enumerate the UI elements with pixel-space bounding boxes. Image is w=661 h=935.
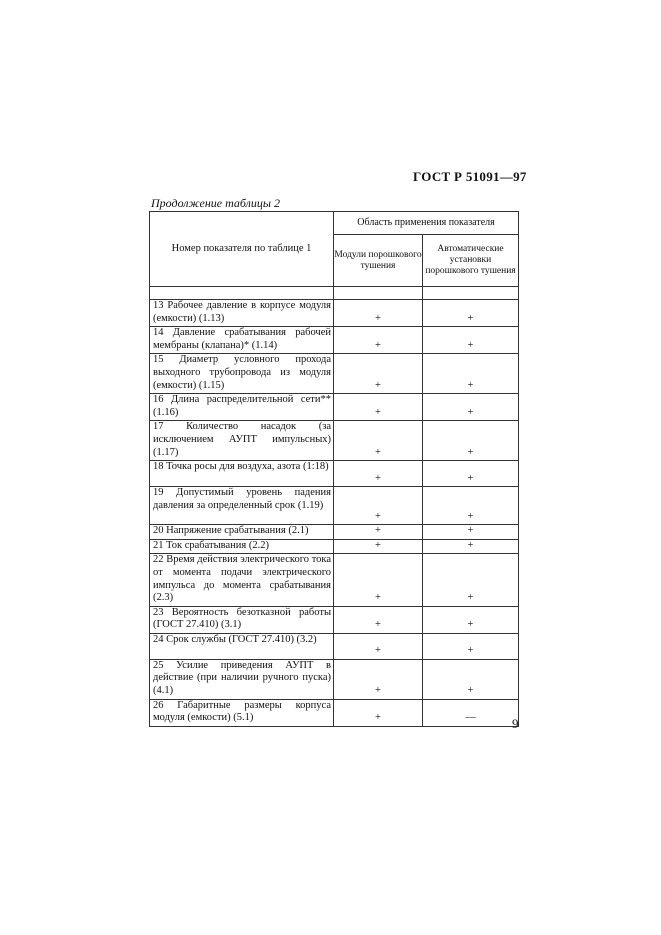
indicator-name: 19 Допустимый уровень падения давления за определенный срок (1.19) xyxy=(150,487,334,525)
indicator-name: 20 Напряжение срабатывания (2.1) xyxy=(150,525,334,540)
indicator-name: 16 Длина распределительной сети** (1.16) xyxy=(150,394,334,421)
installations-applicability: + xyxy=(423,487,519,525)
installations-applicability: + xyxy=(423,554,519,606)
col-modules-header: Модули порошкового тушения xyxy=(334,235,423,287)
indicator-name: 18 Точка росы для воздуха, азота (1:18) xyxy=(150,461,334,487)
table-row xyxy=(150,659,519,699)
table-row xyxy=(150,606,519,633)
modules-applicability: + xyxy=(334,539,423,554)
indicator-name: 24 Срок службы (ГОСТ 27.410) (3.2) xyxy=(150,633,334,659)
indicator-name: 26 Габаритные размеры корпуса модуля (емкости) (5.1) xyxy=(150,699,334,726)
table-row xyxy=(150,487,519,525)
indicator-name: 17 Количество насадок (за исключением АУПТ импульсных) (1.17) xyxy=(150,421,334,461)
modules-applicability: + xyxy=(334,421,423,461)
table-row xyxy=(150,699,519,726)
modules-applicability: + xyxy=(334,300,423,327)
modules-applicability: + xyxy=(334,699,423,726)
col-installations-header: Автоматические установки порошкового тушения xyxy=(423,235,519,287)
application-area-header: Область применения показателя xyxy=(334,212,519,235)
modules-applicability: + xyxy=(334,354,423,394)
modules-applicability: + xyxy=(334,461,423,487)
modules-applicability: + xyxy=(334,327,423,354)
indicator-name: 14 Давление срабатывания рабочей мембраны (клапана)* (1.14) xyxy=(150,327,334,354)
indicator-name: 13 Рабочее давление в корпусе модуля (емкости) (1.13) xyxy=(150,300,334,327)
modules-applicability: + xyxy=(334,659,423,699)
standard-designation: ГОСТ Р 51091—97 xyxy=(413,169,527,184)
table-row xyxy=(150,525,519,540)
installations-applicability: + xyxy=(423,659,519,699)
installations-applicability: + xyxy=(423,525,519,540)
table-row xyxy=(150,554,519,606)
table-row xyxy=(150,633,519,659)
modules-applicability: + xyxy=(334,394,423,421)
indicator-name: 25 Усилие приведения АУПТ в действие (при наличии ручного пуска) (4.1) xyxy=(150,659,334,699)
table-row xyxy=(150,327,519,354)
installations-applicability: + xyxy=(423,300,519,327)
table-row xyxy=(150,354,519,394)
installations-applicability: + xyxy=(423,394,519,421)
installations-applicability: + xyxy=(423,539,519,554)
installations-applicability: + xyxy=(423,461,519,487)
indicator-name: 15 Диаметр условного прохода выходного трубопровода из модуля (емкости) (1.15) xyxy=(150,354,334,394)
table-row xyxy=(150,394,519,421)
indicator-table xyxy=(149,211,519,727)
installations-applicability: + xyxy=(423,606,519,633)
modules-applicability: + xyxy=(334,633,423,659)
installations-applicability: + xyxy=(423,421,519,461)
table-caption: Продолжение таблицы 2 xyxy=(151,196,281,210)
installations-applicability: + xyxy=(423,633,519,659)
installations-applicability: + xyxy=(423,327,519,354)
modules-applicability: + xyxy=(334,554,423,606)
indicator-name: 22 Время действия электрического тока от момента подачи электрического импульса до момента срабатывания (2.3) xyxy=(150,554,334,606)
table-row xyxy=(150,461,519,487)
table-row xyxy=(150,300,519,327)
page-number: 9 xyxy=(512,716,519,731)
col-indicator-header: Номер показателя по таблице 1 xyxy=(150,212,334,287)
table-body xyxy=(150,300,519,727)
indicator-name: 21 Ток срабатывания (2.2) xyxy=(150,539,334,554)
installations-applicability: + xyxy=(423,354,519,394)
table-row xyxy=(150,539,519,554)
installations-applicability: — xyxy=(423,699,519,726)
indicator-name: 23 Вероятность безотказной работы (ГОСТ 27.410) (3.1) xyxy=(150,606,334,633)
modules-applicability: + xyxy=(334,525,423,540)
table-row xyxy=(150,421,519,461)
modules-applicability: + xyxy=(334,487,423,525)
modules-applicability: + xyxy=(334,606,423,633)
